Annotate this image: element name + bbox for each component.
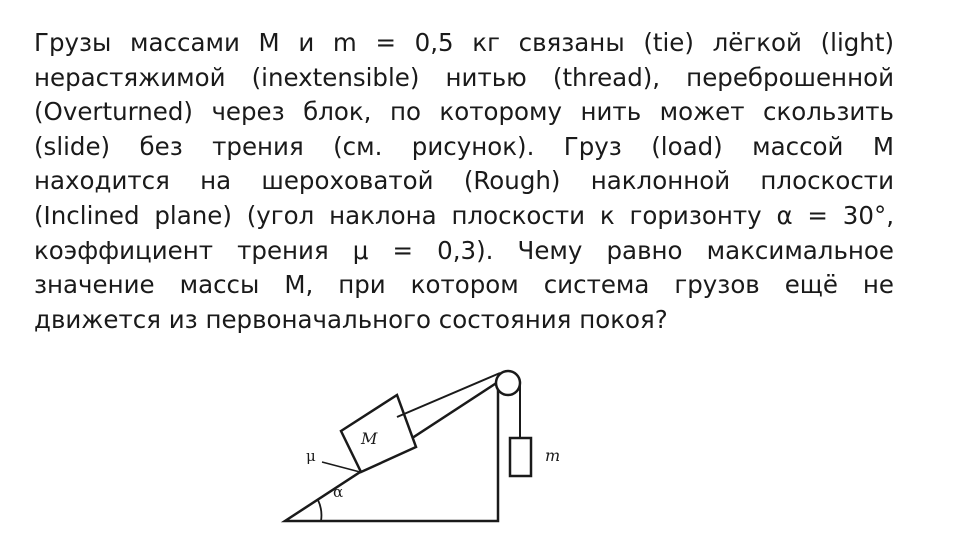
problem-line-5: находится на шероховатой (Rough) наклонной плоскости	[34, 166, 894, 196]
block-big	[341, 395, 416, 472]
string-incline	[397, 373, 500, 417]
problem-line-3: (Overturned) через блок, по которому нить может скользить	[34, 97, 894, 127]
pulley	[496, 371, 520, 395]
problem-line-4: (slide) без трения (см. рисунок). Груз (load) массой M	[34, 131, 894, 161]
problem-line-7: коэффициент трения μ = 0,3). Чему равно максимальное	[34, 235, 894, 265]
block-big-label: M	[361, 429, 378, 448]
angle-arc	[318, 500, 321, 521]
block-small	[510, 438, 531, 476]
problem-line-8: значение массы M, при котором система грузов ещё не	[34, 270, 894, 300]
problem-line-9: движется из первоначального состояния покоя?	[34, 304, 668, 334]
block-small-label: m	[545, 446, 561, 465]
problem-line-6: (Inclined plane) (угол наклона плоскости к горизонту α = 30°,	[34, 200, 894, 230]
angle-label: α	[333, 483, 344, 501]
friction-pointer	[322, 462, 360, 472]
problem-line-2: нерастяжимой (inextensible) нитью (thread), переброшенной	[34, 62, 894, 92]
problem-line-1: Грузы массами M и m = 0,5 кг связаны (tie) лёгкой (light)	[34, 28, 895, 57]
friction-label: μ	[306, 447, 316, 465]
